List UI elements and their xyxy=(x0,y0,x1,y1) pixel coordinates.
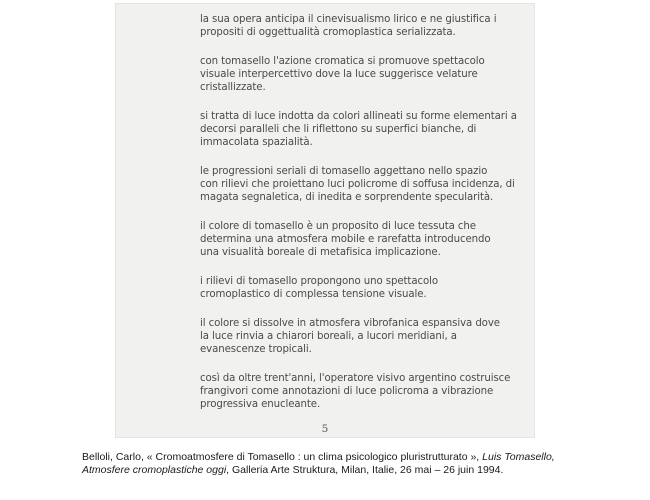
image-caption xyxy=(82,451,642,477)
scanned-page xyxy=(115,3,535,438)
paragraph-1 xyxy=(200,13,520,39)
text-line: immacolata spazialità. xyxy=(200,137,313,148)
paragraph-6 xyxy=(200,275,520,301)
text-line: il colore di tomasello è un proposito di luce tessuta che xyxy=(200,221,476,232)
text-line: propositi di oggettualità cromoplastica serializzata. xyxy=(200,27,456,38)
paragraph-8 xyxy=(200,372,520,411)
text-line: cristallizzate. xyxy=(200,82,266,93)
text-line: evanescenze tropicali. xyxy=(200,344,312,355)
text-line: la sua opera anticipa il cinevisualismo lirico e ne giustifica i xyxy=(200,14,497,25)
caption-citation: Belloli, Carlo, « Cromoatmosfere di Tomasello : un clima psicologico pluristrutturato », xyxy=(82,451,483,463)
text-line: decorsi paralleli che li riflettono su superfici bianche, di xyxy=(200,124,477,135)
text-line: la luce rinvia a chiarori boreali, a lucori meridiani, a xyxy=(200,331,457,342)
paragraph-5 xyxy=(200,220,520,259)
text-line: con rilievi che proiettano luci policrome di soffusa incidenza, di xyxy=(200,179,515,190)
page-number: 5 xyxy=(321,423,329,435)
paragraph-7 xyxy=(200,317,520,356)
text-line: i rilievi di tomasello propongono uno spettacolo xyxy=(200,276,438,287)
text-line: cromoplastico di complessa tensione visuale. xyxy=(200,289,427,300)
text-line: una visualità boreale di metafisica implicazione. xyxy=(200,247,441,258)
caption-line-2 xyxy=(82,464,642,477)
text-line: con tomasello l'azione cromatica si promuove spettacolo xyxy=(200,56,485,67)
text-line: determina una atmosfera mobile e rarefatta introducendo xyxy=(200,234,491,245)
caption-artist-title: Luis Tomasello, xyxy=(482,451,555,463)
text-line: visuale interpercettivo dove la luce suggerisce velature xyxy=(200,69,478,80)
text-line: magata segnaletica, di inedita e sorprendente specularità. xyxy=(200,192,494,203)
paragraph-3 xyxy=(200,110,520,149)
caption-exhibition-title: Atmosfere cromoplastiche oggi xyxy=(82,464,227,476)
text-line: frangivori come annotazioni di luce policroma a vibrazione xyxy=(200,386,494,397)
paragraph-2 xyxy=(200,55,520,94)
text-line: si tratta di luce indotta da colori allineati su forme elementari a xyxy=(200,111,517,122)
text-line: progressiva enucleante. xyxy=(200,399,321,410)
page-body-text xyxy=(200,13,520,427)
text-line: il colore si dissolve in atmosfera vibrofanica espansiva dove xyxy=(200,318,500,329)
caption-line-1 xyxy=(82,451,642,464)
paragraph-4 xyxy=(200,165,520,204)
text-line: così da oltre trent'anni, l'operatore visivo argentino costruisce xyxy=(200,373,511,384)
caption-venue-dates: , Galleria Arte Struktura, Milan, Italie, 26 mai – 26 juin 1994. xyxy=(226,464,504,476)
text-line: le progressioni seriali di tomasello aggettano nello spazio xyxy=(200,166,488,177)
